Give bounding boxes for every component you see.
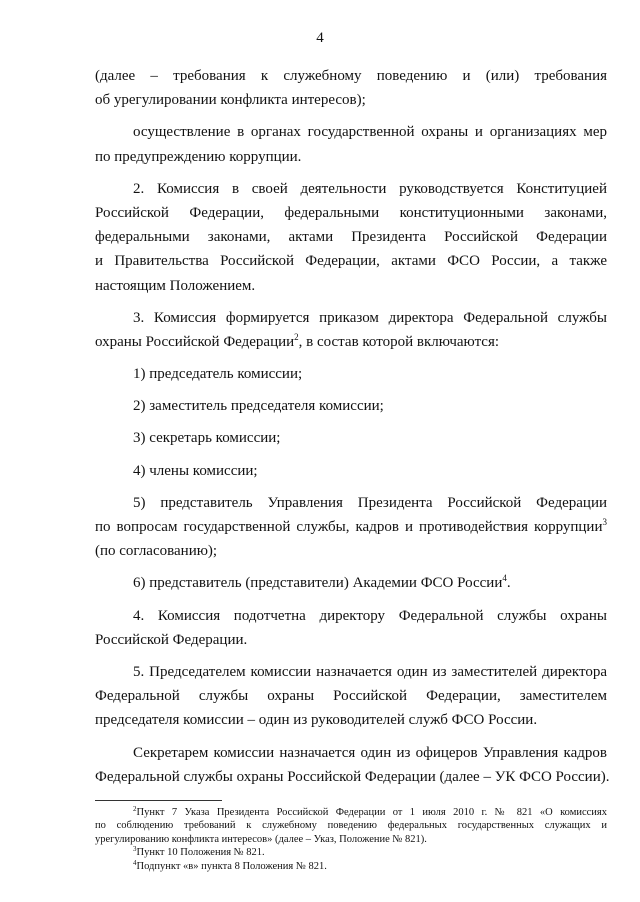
footnotes xyxy=(95,806,607,873)
footnote-ref: 3 xyxy=(602,517,607,527)
list-item: 5) представитель Управления Президента Российской Федерации xyxy=(133,494,607,511)
text-line: настоящим Положением. xyxy=(95,277,256,294)
body-text xyxy=(95,64,610,789)
text-line: (по согласованию); xyxy=(95,543,218,560)
footnote-line xyxy=(95,860,607,873)
footnote-line xyxy=(95,806,607,819)
text-span: по вопросам государственной службы, кадров и противодействия коррупции xyxy=(95,519,603,535)
text-line: Российской Федерации, федеральными конституционными законами, xyxy=(95,204,607,221)
footnote-mark: 2 xyxy=(133,805,137,813)
text-line: и Правительства Российской Федерации, актами ФСО России, а также xyxy=(95,253,607,270)
list-item xyxy=(95,571,607,595)
footnote-mark: 3 xyxy=(133,845,137,854)
text-line xyxy=(95,515,607,539)
text-line: федеральными законами, актами Президента Российской Федерации xyxy=(95,229,607,246)
text-span: . xyxy=(506,575,511,592)
footnote-ref: 4 xyxy=(502,573,507,584)
text-line: 2. Комиссия в своей деятельности руководствуется Конституцией xyxy=(133,180,607,197)
text-line: (далее – требования к служебному поведению и (или) требования xyxy=(95,68,607,84)
text-line: осуществление в органах государственной охраны и организациях мер xyxy=(133,124,607,141)
list-item: 3) секретарь комиссии; xyxy=(133,430,281,447)
text-line: 3. Комиссия формируется приказом директора Федеральной службы xyxy=(133,309,607,326)
footnote-text: Пункт 10 Положения № 821. xyxy=(136,847,265,859)
text-line xyxy=(95,330,607,354)
text-span: , в состав которой включаются: xyxy=(298,333,500,350)
text-line: по предупреждению коррупции. xyxy=(95,148,302,165)
text-span: 6) представитель (представители) Академии ФСО России xyxy=(133,575,503,592)
footnote-line: по соблюдению требований к служебному поведению федеральных государственных служащих и xyxy=(95,820,607,832)
footnote-line: урегулированию конфликта интересов» (далее – Указ, Положение № 821). xyxy=(95,833,427,845)
footnote-line xyxy=(95,846,607,859)
text-span: охраны Российской Федерации xyxy=(95,333,295,350)
footnote-divider xyxy=(95,800,222,801)
text-line: об урегулировании конфликта интересов); xyxy=(95,92,366,109)
text-line: Российской Федерации. xyxy=(95,631,248,648)
list-item: 4) члены комиссии; xyxy=(133,462,258,479)
text-line: Секретарем комиссии назначается один из офицеров Управления кадров xyxy=(133,744,607,761)
text-line: Федеральной службы охраны Российской Федерации, заместителем xyxy=(95,688,607,705)
text-line: 5. Председателем комиссии назначается один из заместителей директора xyxy=(133,663,607,680)
footnote-ref: 2 xyxy=(294,331,299,342)
footnote-text: Пункт 7 Указа Президента Российской Федерации от 1 июля 2010 г. № 821 «О комиссиях xyxy=(136,807,607,818)
text-line: председателя комиссии – один из руководителей служб ФСО России. xyxy=(95,712,538,729)
footnote-mark: 4 xyxy=(133,858,137,867)
list-item: 1) председатель комиссии; xyxy=(133,366,303,383)
list-item: 2) заместитель председателя комиссии; xyxy=(133,398,384,415)
page-number: 4 xyxy=(316,30,324,46)
text-line: Федеральной службы охраны Российской Федерации (далее – УК ФСО России). xyxy=(95,768,610,785)
footnote-text: Подпункт «в» пункта 8 Положения № 821. xyxy=(136,860,327,872)
text-line: 4. Комиссия подотчетна директору Федеральной службы охраны xyxy=(133,607,607,624)
